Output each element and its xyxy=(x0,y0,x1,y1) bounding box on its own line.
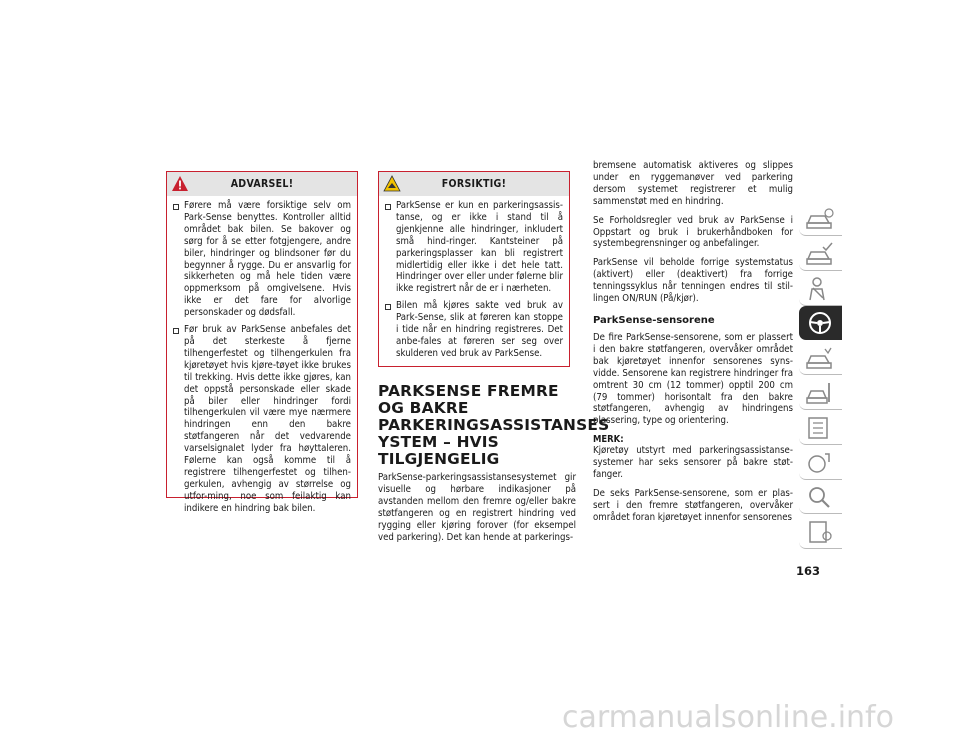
bullet-square-icon xyxy=(173,328,179,334)
seatbelt-icon xyxy=(805,276,835,302)
page-number: 163 xyxy=(796,564,821,578)
warning-box xyxy=(166,171,358,514)
paragraph: De fire ParkSense-sensorene, som er plassert i den bakre støtfangeren, overvåker området bak kjøretøyet innenfor sensorenes syns-vidde. Sensorene kan registrere hindringer fra omtrent 30 cm (12 tommer) opptil 200 cm (79 tommer) horisontalt fra den bakre støtfangeren, avhengig av hindringens plassering, type og orientering. xyxy=(593,331,793,427)
section-intro: ParkSense-parkeringsassistansesystemet gir visuelle og hørbare indikasjoner på avstanden mellom den fremre og/eller bakre støtfangeren og en registrert hindring ved rygging eller kjøring forover (for eksempel ved parkering). Det kan hende at parkerings- xyxy=(378,472,576,543)
warning-item-text: Før bruk av ParkSense anbefales det på det sterkeste å fjerne tilhengerfestet og tilhengerkulen fra kjøretøyet hvis kjøre-tøyet ikke brukes til trekking. Hvis dette ikke gjøres, kan det oppstå personskade eller skade på biler eller hindringer fordi tilhengerkulen vil være mye nærmere hindringen enn den bakre støtfangeren når det vedvarende varselsignalet lyder fra høyttaleren. Følerne kan også komme til å registrere tilhengerfestet og tilhen-gerkulen, avhengig av størrelse og utfor-ming, noe som feilaktig kan indikere en hindring bak bilen. xyxy=(184,324,351,514)
tab-steering-wheel[interactable] xyxy=(799,306,842,340)
car-check-icon xyxy=(805,241,835,267)
paragraph: Se Forholdsregler ved bruk av ParkSense i Oppstart og bruk i brukerhåndboken for systembegrensninger og anbefalinger. xyxy=(593,214,793,250)
bullet-square-icon xyxy=(173,204,179,210)
list-icon xyxy=(805,415,835,441)
car-info-icon xyxy=(805,206,835,232)
tab-index[interactable] xyxy=(799,515,842,549)
warning-item-text: Førere må være forsiktige selv om Park-Sense benyttes. Kontroller alltid området bak bilen. Se bakover og sørg for å se etter fotgjengere, andre biler, hindringer og blindsoner før du begynner å rygge. Du er ansvarlig for sikkerheten og må hele tiden være oppmerksom på omgivelsene. Hvis ikke er det fare for alvorlige personskader og dødsfall. xyxy=(184,200,351,319)
caution-item xyxy=(385,300,563,360)
caution-item-text: Bilen må kjøres sakte ved bruk av Park-Sense, slik at føreren kan stoppe i tide når en hindring registreres. Det anbe-fales at føreren ser seg over skulderen ved bruk av ParkSense. xyxy=(396,300,563,359)
search-icon xyxy=(805,484,835,510)
warning-item xyxy=(173,324,351,515)
paragraph: De seks ParkSense-sensorene, som er plas-sert i den fremre støtfangeren, overvåker området foran kjøretøyet innenfor sensorenes xyxy=(593,487,793,523)
index-icon xyxy=(805,519,835,545)
warning-header xyxy=(167,172,357,196)
tab-search[interactable] xyxy=(799,480,842,514)
paragraph: bremsene automatisk aktiveres og slippes under en ryggemanøver ved parkering dersom systemet registrerer et mulig sammenstøt med en hindring. xyxy=(593,160,793,207)
column-3 xyxy=(593,160,793,531)
tab-car-info[interactable] xyxy=(799,202,842,236)
paragraph: ParkSense vil beholde forrige systemstatus (aktivert) eller (deaktivert) fra forrige tenningssyklus når tenningen endres til stil-lingen ON/RUN (På/kjør). xyxy=(593,257,793,305)
caution-item xyxy=(385,200,563,295)
subheading: ParkSense-sensorene xyxy=(593,314,715,326)
caution-header xyxy=(379,172,569,196)
note-text: Kjøretøy utstyrt med parkeringsassistanse-systemer har seks sensorer på bakre støt-fanger. xyxy=(593,445,793,481)
media-icon xyxy=(805,450,835,476)
tab-media[interactable] xyxy=(799,446,842,480)
caution-item-text: ParkSense er kun en parkeringsassis-tanse, og er ikke i stand til å gjenkjenne alle hindringer, inkludert små hind-ringer. Kantsteiner på parkeringsplasser kan bli registrert midlertidig eller ikke i det hele tatt. Hindringer over eller under følerne blir ikke registrert når de er i nærheten. xyxy=(396,200,563,295)
steering-wheel-icon xyxy=(805,310,835,336)
warning-title: ADVARSEL! xyxy=(230,178,294,190)
warning-triangle-icon xyxy=(171,175,189,192)
note-label: MERK: xyxy=(593,434,624,446)
tab-list[interactable] xyxy=(799,411,842,445)
tab-car-service[interactable] xyxy=(799,376,842,410)
caution-title: FORSIKTIG! xyxy=(441,178,507,190)
car-service-icon xyxy=(805,380,835,406)
watermark: carmanualsonline.info xyxy=(562,700,894,735)
caution-icon xyxy=(383,175,401,192)
tab-car-crash[interactable] xyxy=(799,341,842,375)
warning-item xyxy=(173,200,351,319)
car-crash-icon xyxy=(805,345,835,371)
chapter-tabs xyxy=(799,202,844,550)
tab-car-check[interactable] xyxy=(799,237,842,271)
section-heading: PARKSENSE FREMRE OG BAKRE PARKERINGSASSISTANSES YSTEM – HVIS TILGJENGELIG xyxy=(378,382,610,468)
tab-seatbelt[interactable] xyxy=(799,272,842,306)
bullet-square-icon xyxy=(385,204,391,210)
caution-box xyxy=(378,171,570,367)
bullet-square-icon xyxy=(385,304,391,310)
